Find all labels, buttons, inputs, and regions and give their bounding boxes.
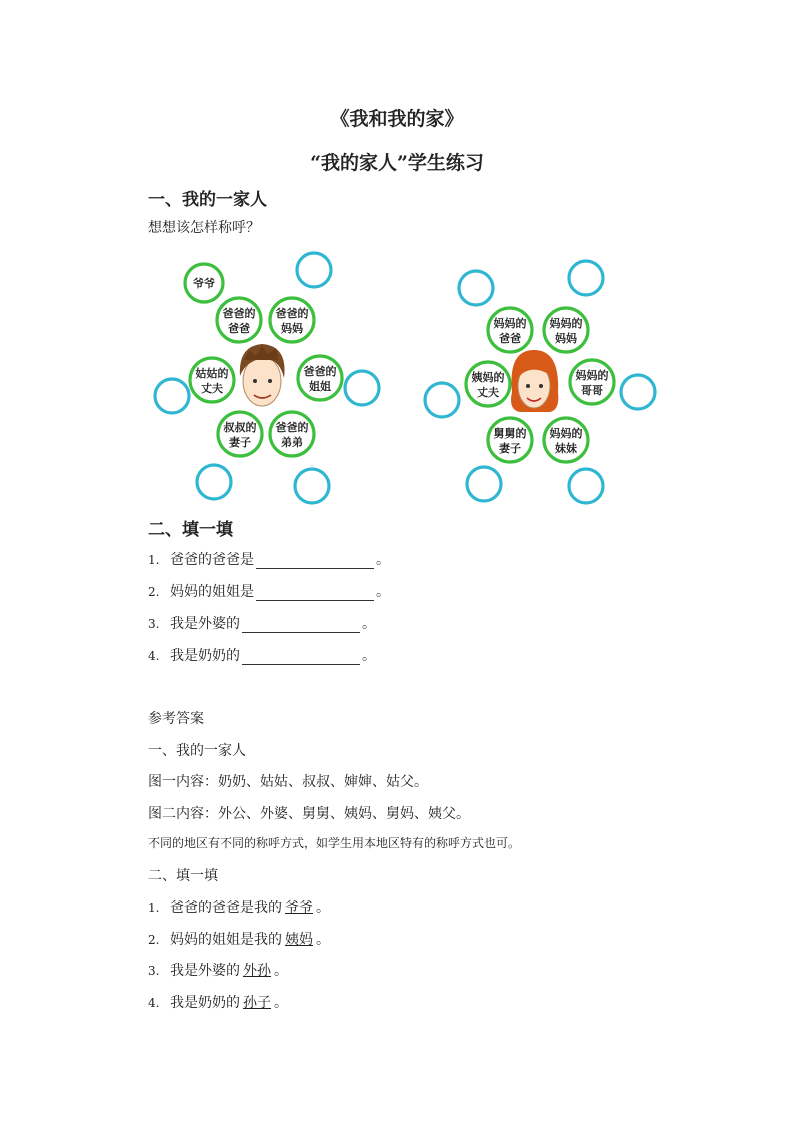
empty-answer-circle xyxy=(569,261,603,295)
answer-value: 姨妈 xyxy=(285,932,313,948)
section1-heading: 一、我的一家人 xyxy=(148,190,267,210)
answers-heading: 参考答案 xyxy=(148,711,204,727)
relative-bubble xyxy=(544,308,588,352)
fill-item-1 xyxy=(148,549,390,569)
item-number: 2. xyxy=(148,933,160,947)
page-subtitle: “我的家人”学生练习 xyxy=(310,152,484,174)
item-text: 我是奶奶的 xyxy=(170,648,240,664)
item-end: 。 xyxy=(362,648,376,664)
relative-bubble xyxy=(217,298,261,342)
empty-answer-circle xyxy=(569,469,603,503)
answers-note: 不同的地区有不同的称呼方式，如学生用本地区特有的称呼方式也可。 xyxy=(148,836,521,850)
bubble-label: 爸爸的妈妈 xyxy=(275,307,309,335)
bubble-label: 姑姑的丈夫 xyxy=(195,367,229,395)
empty-answer-circle xyxy=(197,465,231,499)
answers-fig2: 图二内容：外公、外婆、舅舅、姨妈、舅妈、姨父。 xyxy=(148,806,470,822)
bubble-label: 爸爸的姐姐 xyxy=(303,365,337,393)
relative-bubble xyxy=(544,418,588,462)
boy-face-icon xyxy=(240,344,285,406)
answers-fig1: 图一内容：奶奶、姑姑、叔叔、婶婶、姑父。 xyxy=(148,774,428,790)
relative-bubble xyxy=(488,308,532,352)
bubble-label: 妈妈的哥哥 xyxy=(575,369,609,397)
answer-blank[interactable] xyxy=(242,618,360,633)
bubble-label: 爸爸的爸爸 xyxy=(222,307,256,335)
answer-value: 爷爷 xyxy=(285,900,313,916)
empty-answer-circle xyxy=(467,467,501,501)
answer-value: 孙子 xyxy=(243,995,271,1011)
item-text: 我是奶奶的 xyxy=(170,995,240,1011)
girl-face-icon xyxy=(511,350,558,412)
relative-bubble xyxy=(218,412,262,456)
section1-prompt: 想想该怎样称呼？ xyxy=(148,220,260,236)
empty-answer-circle xyxy=(459,271,493,305)
item-end: 。 xyxy=(316,932,330,948)
item-text: 我是外婆的 xyxy=(170,963,240,979)
item-number: 4. xyxy=(148,996,160,1010)
item-end: 。 xyxy=(362,616,376,632)
bubble-label: 叔叔的妻子 xyxy=(223,421,257,449)
answer-blank[interactable] xyxy=(242,650,360,665)
relative-bubble xyxy=(270,412,314,456)
item-text: 妈妈的姐姐是我的 xyxy=(170,932,282,948)
item-end: 。 xyxy=(274,995,288,1011)
answer-blank[interactable] xyxy=(256,586,374,601)
answer-blank[interactable] xyxy=(256,554,374,569)
fill-item-3 xyxy=(148,613,376,633)
page-title: 《我和我的家》 xyxy=(330,108,464,130)
empty-answer-circle xyxy=(621,375,655,409)
item-end: 。 xyxy=(376,584,390,600)
item-text: 爸爸的爸爸是 xyxy=(170,552,254,568)
empty-answer-circle xyxy=(155,379,189,413)
item-number: 1. xyxy=(148,901,160,915)
item-number: 3. xyxy=(148,617,160,631)
relative-bubble xyxy=(190,358,234,402)
item-number: 1. xyxy=(148,553,160,567)
bubble-label: 舅舅的妻子 xyxy=(493,427,527,455)
bubble-label: 爷爷 xyxy=(193,277,215,290)
answer-item-3 xyxy=(148,960,288,980)
answer-value: 外孙 xyxy=(243,963,271,979)
relative-bubble xyxy=(298,356,342,400)
empty-answer-circle xyxy=(345,371,379,405)
item-end: 。 xyxy=(376,552,390,568)
fill-item-2 xyxy=(148,581,390,601)
item-number: 4. xyxy=(148,649,160,663)
bubble-label: 妈妈的妈妈 xyxy=(549,317,583,345)
bubble-label: 妈妈的爸爸 xyxy=(493,317,527,345)
item-number: 2. xyxy=(148,585,160,599)
answers-section1-heading: 一、我的一家人 xyxy=(148,743,246,759)
item-number: 3. xyxy=(148,964,160,978)
answer-item-1 xyxy=(148,897,330,917)
item-text: 我是外婆的 xyxy=(170,616,240,632)
answers-section2-heading: 二、填一填 xyxy=(148,868,218,884)
bubble-label: 爸爸的弟弟 xyxy=(275,421,309,449)
answer-item-4 xyxy=(148,992,288,1012)
item-end: 。 xyxy=(274,963,288,979)
empty-answer-circle xyxy=(425,383,459,417)
empty-answer-circle xyxy=(297,253,331,287)
section2-heading: 二、填一填 xyxy=(148,520,233,540)
relative-bubble xyxy=(570,360,614,404)
relative-bubble xyxy=(488,418,532,462)
fill-item-4 xyxy=(148,645,376,665)
empty-answer-circle xyxy=(295,469,329,503)
answer-item-2 xyxy=(148,929,330,949)
relative-bubble xyxy=(270,298,314,342)
family-diagrams xyxy=(0,0,794,520)
item-text: 妈妈的姐姐是 xyxy=(170,584,254,600)
item-text: 爸爸的爸爸是我的 xyxy=(170,900,282,916)
bubble-label: 姨妈的丈夫 xyxy=(471,371,505,399)
relative-bubble xyxy=(466,362,510,406)
bubble-label: 妈妈的妹妹 xyxy=(549,427,583,455)
item-end: 。 xyxy=(316,900,330,916)
